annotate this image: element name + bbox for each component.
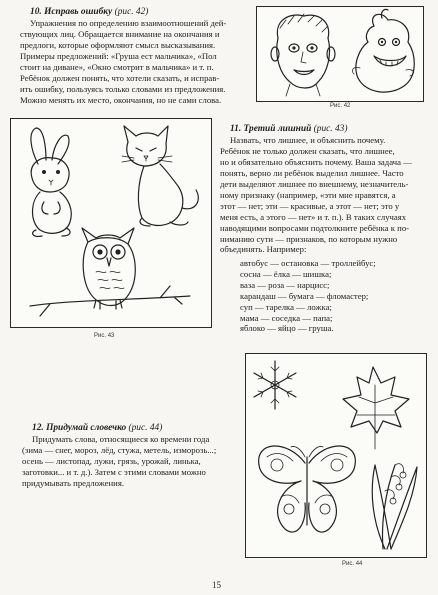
text-line: объединять. Например: [220, 244, 307, 255]
figure-42-caption: Рис. 42 [330, 103, 351, 109]
example-line: суп — тарелка — ложка; [240, 301, 332, 312]
text-line: этот — нет; эти — красивые, а этот — нет; это у [220, 200, 400, 211]
example-line: мама — соседка — папа; [240, 312, 333, 323]
figure-42-illustration [256, 6, 424, 102]
pear-character-drawing [352, 9, 414, 92]
figure-44-illustration [245, 353, 427, 558]
text-line: ствующих лиц. Обращается внимание на окончания и [20, 29, 220, 40]
section-12-title: 12. Придумай словечко (рис. 44) [32, 423, 163, 433]
figure-43-illustration [10, 118, 212, 328]
text-line: ниманию сути — признаков, по которым нужно [220, 233, 398, 244]
text-line: ить ошибку, пользуясь только словами из предложения. [20, 83, 226, 94]
text-line: придумывать предложения. [22, 478, 125, 489]
example-line: карандаш — бумага — фломастер; [240, 290, 369, 301]
section-11 [220, 124, 428, 255]
maple-leaf-drawing [343, 367, 409, 449]
text-line: наводящими вопросами подтолкните ребёнка к по- [220, 222, 410, 233]
lily-of-the-valley-drawing [372, 464, 417, 549]
rabbit-drawing [31, 128, 71, 236]
text-line: но и обязательно объяснить почему. Ваша задача — [220, 157, 412, 168]
butterfly-drawing [259, 446, 356, 532]
page-number: 15 [212, 580, 221, 590]
text-line: заготовки... и т. д.). Затем с этими словами можно [22, 467, 206, 478]
text-line: дети выделяют лишнее по внешнему, незначитель- [220, 179, 409, 190]
snowflake-drawing [254, 361, 296, 409]
section-12-body [22, 434, 240, 489]
section-11-examples [240, 258, 376, 334]
text-line: стоит на диване», «Окно смотрит в мальчика» и т. п. [20, 62, 214, 73]
text-line: Назвать, что лишнее, и объяснить почему. [230, 135, 386, 146]
owl-drawing [30, 228, 190, 316]
text-line: понять, верно ли ребёнок выделил лишнее. Часто [220, 168, 404, 179]
text-line: меня есть, а этого — нет» и т. п.). В таких случаях [220, 211, 407, 222]
text-line: ному признаку (например, «эти мне нравятся, а [220, 189, 396, 200]
section-12 [22, 423, 240, 489]
text-line: Ребёнок не только должен сказать, что лишнее, [220, 146, 395, 157]
example-line: автобус — остановка — троллейбус; [240, 258, 376, 268]
section-11-body [220, 135, 428, 255]
cat-drawing [122, 126, 198, 226]
figure-43-caption: Рис. 43 [94, 333, 115, 339]
text-line: (зима — снег, мороз, лёд, стужа, метель, изморозь...; [22, 445, 217, 456]
text-line: Упражнения по определению взаимоотношений дей- [30, 18, 227, 29]
example-line: сосна — ёлка — шишка; [240, 268, 332, 279]
text-line: Можно менять их место, окончания, но не сами слова. [20, 94, 222, 105]
text-line: Придумать слова, относящиеся ко времени года [32, 434, 210, 445]
example-line: ваза — роза — нарцисс; [240, 279, 330, 290]
section-10 [20, 7, 250, 106]
text-line: предлоги, которые оформляют смысл высказывания. [20, 40, 216, 51]
text-line: осень — листопад, лужи, грязь, урожай, линька, [22, 456, 201, 467]
section-10-body [20, 18, 250, 105]
text-line: Ребёнок должен понять, что хотели сказать, и исправ- [20, 72, 220, 83]
figure-44-caption: Рис. 44 [342, 561, 363, 567]
example-line: яблоко — яйцо — груша. [240, 323, 334, 334]
text-line: Примеры предложений: «Груша ест мальчика», «Пол [20, 51, 217, 62]
section-11-title: 11. Третий лишний (рис. 43) [230, 124, 348, 134]
section-10-title: 10. Исправь ошибку (рис. 42) [30, 7, 149, 17]
boy-head-drawing [271, 14, 335, 96]
